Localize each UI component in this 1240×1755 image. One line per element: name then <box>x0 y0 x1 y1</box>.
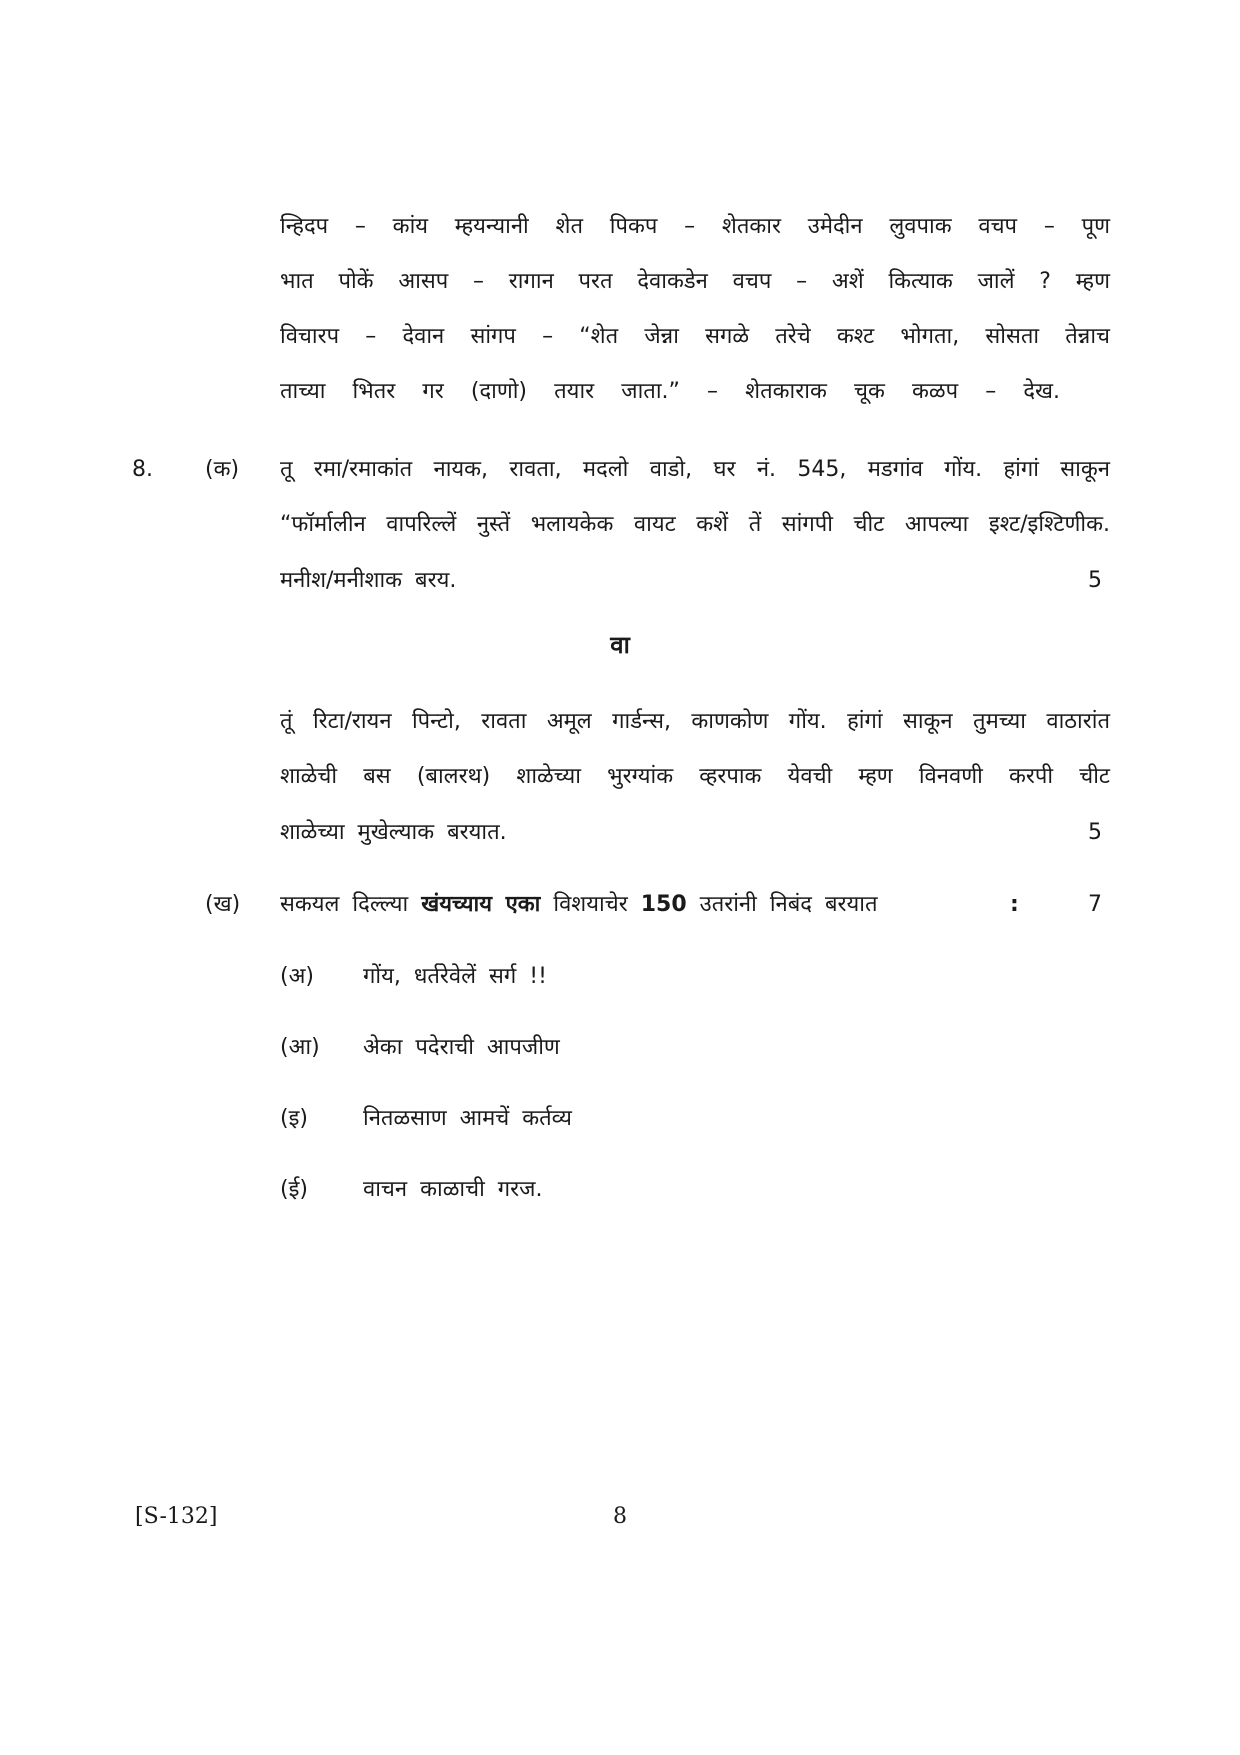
question-number: 8. <box>132 457 153 482</box>
part-b-text-before: सकयल दिल्ल्या <box>280 892 409 917</box>
alternative-line-2: शाळेची बस (बालरथ) शाळेच्या भुरग्यांक व्हरपाक येवची म्हण विनवणी करपी चीट <box>280 764 1110 789</box>
passage-line-2: भात पोकें आसप – रागान परत देवाकडेन वचप – अशें कित्याक जालें ? म्हण <box>280 269 1110 294</box>
part-a-label: (क) <box>205 457 240 482</box>
option-label: (ई) <box>280 1177 308 1202</box>
essay-option <box>280 1175 542 1205</box>
essay-option <box>280 1104 572 1134</box>
part-b-marks: 7 <box>1088 892 1102 917</box>
alternative-marks: 5 <box>1088 820 1102 845</box>
part-b-label: (ख) <box>205 892 241 917</box>
part-b-text-after: उतरांनी निबंद बरयात <box>699 892 878 917</box>
part-a-marks: 5 <box>1088 568 1102 593</box>
option-label: (अ) <box>280 964 314 989</box>
part-b-colon: : <box>1010 892 1019 917</box>
alternative-line-3: शाळेच्या मुखेल्याक बरयात. <box>280 820 507 845</box>
essay-option <box>280 1033 560 1063</box>
passage-line-4: ताच्या भितर गर (दाणो) तयार जाता.” – शेतकाराक चूक कळप – देख. <box>280 379 1060 404</box>
part-b-instruction <box>280 890 878 920</box>
alternative-line-1: तूं रिटा/रायन पिन्टो, रावता अमूल गार्डन्स, काणकोण गोंय. हांगां साकून तुमच्या वाठारांत <box>280 709 1110 734</box>
part-a-line-2: “फॉर्मालीन वापरिल्लें नुस्तें भलायकेक वायट कशें तें सांगपी चीट आपल्या इश्ट/इश्टिणीक. <box>280 512 1110 537</box>
option-label: (इ) <box>280 1106 308 1131</box>
option-text: वाचन काळाची गरज. <box>363 1177 543 1202</box>
part-b-text-mid: विशयाचेर <box>553 892 628 917</box>
option-text: नितळसाण आमचें कर्तव्य <box>363 1106 572 1131</box>
part-b-text-bold: खंयच्याय एका <box>421 892 541 917</box>
or-heading: वा <box>610 631 630 659</box>
part-b-word-count: 150 <box>640 892 687 917</box>
page-number: 8 <box>613 1504 627 1529</box>
option-label: (आ) <box>280 1035 320 1060</box>
passage-line-3: विचारप – देवान सांगप – “शेत जेन्ना सगळे तरेचे कश्ट भोगता, सोसता तेन्नाच <box>280 324 1110 349</box>
part-a-line-1: तू रमा/रमाकांत नायक, रावता, मदलो वाडो, घर नं. 545, मडगांव गोंय. हांगां साकून <box>280 457 1110 482</box>
passage-line-1: न्हिदप – कांय म्हयन्यानी शेत पिकप – शेतकार उमेदीन लुवपाक वचप – पूण <box>280 214 1110 239</box>
option-text: गोंय, धर्तरेवेलें सर्ग !! <box>363 964 547 989</box>
option-text: अेका पदेराची आपजीण <box>363 1035 560 1060</box>
essay-option <box>280 962 547 992</box>
paper-code: [S-132] <box>135 1504 218 1529</box>
part-a-line-3: मनीश/मनीशाक बरय. <box>280 568 457 593</box>
